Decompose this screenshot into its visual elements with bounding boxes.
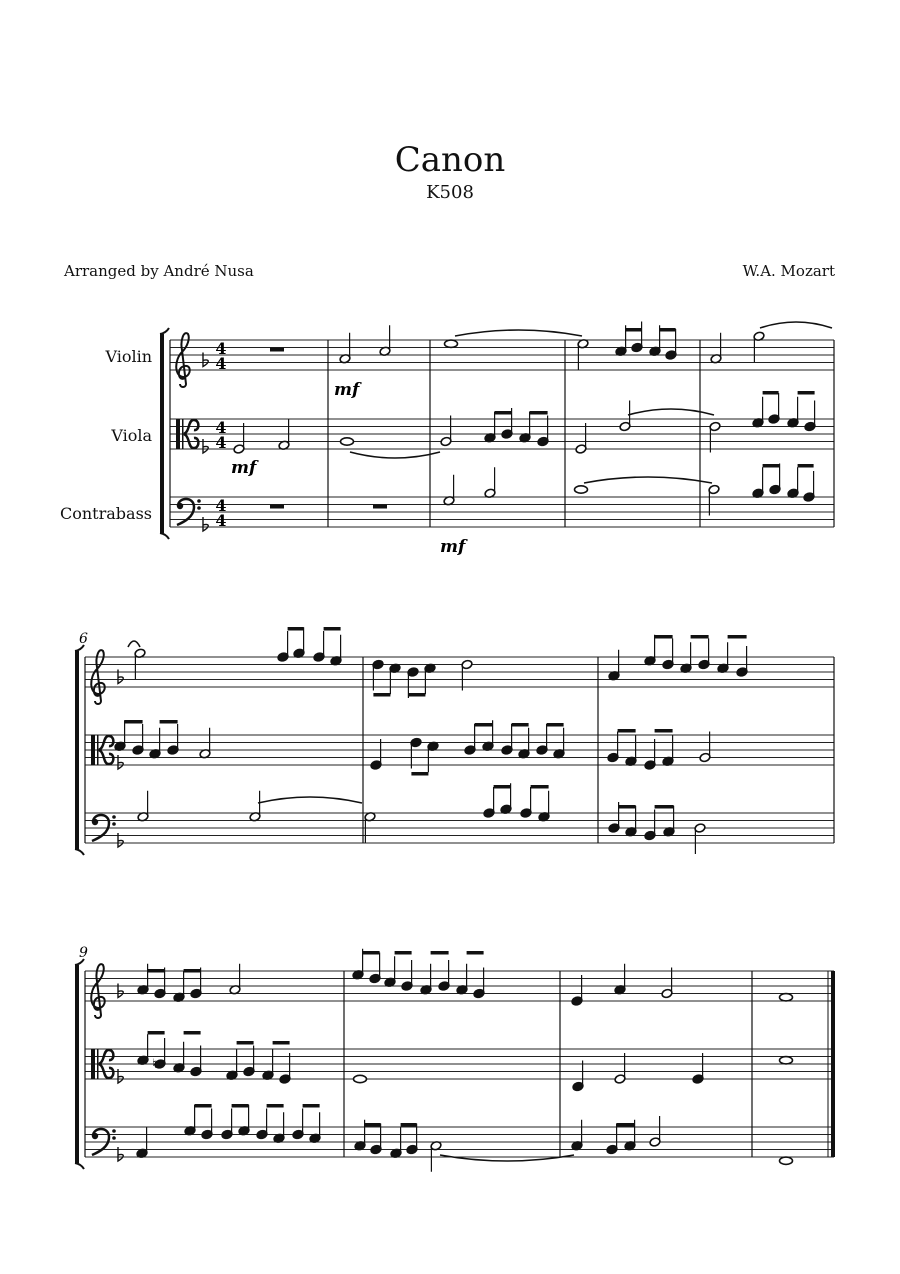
beam [373, 693, 390, 697]
beam [467, 951, 484, 955]
note [137, 964, 149, 995]
beam [411, 772, 428, 776]
note [379, 325, 391, 356]
beam [763, 464, 780, 468]
note [575, 423, 587, 454]
beam [160, 720, 178, 724]
note [662, 639, 674, 670]
system-bracket [75, 965, 79, 1163]
beam [401, 1123, 417, 1127]
note [341, 438, 354, 445]
composer-credit: W.A. Mozart [742, 262, 835, 280]
beam [431, 951, 449, 955]
time-signature-denominator: 4 [215, 354, 227, 373]
beam [288, 627, 304, 631]
note [369, 953, 381, 984]
note [430, 1141, 442, 1172]
note [226, 1049, 238, 1080]
note [330, 635, 342, 666]
note [201, 1109, 213, 1140]
beam [626, 328, 642, 332]
note [199, 728, 211, 759]
beam [232, 1104, 249, 1108]
note [804, 401, 816, 432]
tie-slur [350, 452, 440, 458]
note [708, 484, 720, 515]
note [309, 1112, 321, 1143]
note [736, 646, 748, 677]
note [644, 739, 656, 770]
note [536, 724, 548, 755]
note [292, 1109, 304, 1140]
note [238, 1105, 250, 1136]
note [461, 659, 473, 690]
beam [267, 1104, 284, 1108]
note [190, 1046, 202, 1077]
note [229, 964, 241, 995]
note [249, 791, 261, 822]
note [710, 333, 722, 364]
note [149, 728, 161, 759]
note [354, 1120, 366, 1151]
note [692, 1053, 704, 1084]
note [372, 659, 384, 690]
note [173, 971, 185, 1002]
note [538, 791, 550, 822]
beam [547, 723, 564, 727]
beam [494, 785, 511, 789]
piece-title: Canon [394, 140, 506, 180]
note [501, 724, 513, 755]
note [134, 648, 146, 679]
beam [655, 635, 673, 639]
note [649, 325, 661, 356]
note [256, 1109, 268, 1140]
whole-rest-icon [270, 348, 284, 352]
dynamic-marking: mf [440, 537, 466, 557]
note [221, 1109, 233, 1140]
natural-sign-icon: ♮ [152, 1057, 157, 1072]
note [553, 728, 565, 759]
note [619, 401, 631, 432]
note [752, 397, 764, 428]
beam [273, 1041, 290, 1045]
note [780, 1157, 793, 1164]
note [424, 663, 436, 694]
note [167, 724, 179, 755]
final-barline [831, 971, 835, 1157]
note [484, 412, 496, 443]
note [537, 416, 549, 447]
whole-rest-icon [270, 505, 284, 509]
note [401, 960, 413, 991]
note [753, 331, 765, 362]
note [631, 322, 643, 353]
note [615, 325, 627, 356]
note [445, 340, 458, 347]
note [313, 631, 325, 662]
note [279, 1053, 291, 1084]
beam [475, 723, 493, 727]
note [663, 806, 675, 837]
note [389, 663, 401, 694]
note [384, 956, 396, 987]
note [273, 1112, 285, 1143]
note [262, 1049, 274, 1080]
beam [798, 464, 814, 468]
note [406, 1124, 418, 1155]
note [607, 732, 619, 763]
beam [655, 729, 673, 733]
beam [365, 1123, 381, 1127]
beam [363, 951, 380, 955]
note [571, 1120, 583, 1151]
note [390, 1127, 402, 1158]
beam [237, 1041, 254, 1045]
tie-slur [455, 330, 582, 336]
note [440, 416, 452, 447]
tie-slur [128, 641, 140, 647]
note [787, 397, 799, 428]
tie-slur [760, 322, 832, 328]
note [233, 423, 245, 454]
note [137, 791, 149, 822]
beam [395, 951, 412, 955]
note [278, 419, 290, 450]
beam [324, 627, 341, 631]
note [173, 1042, 185, 1073]
note [661, 968, 673, 999]
note [352, 949, 364, 980]
system-1 [160, 328, 834, 539]
note [518, 728, 530, 759]
tie-slur [258, 797, 362, 803]
beam [660, 328, 676, 332]
note [625, 735, 637, 766]
time-signature-numerator: 4 [215, 418, 227, 437]
note [484, 467, 496, 498]
tie-slur [584, 477, 712, 483]
time-signature-denominator: 4 [215, 511, 227, 530]
note [339, 333, 351, 364]
beam [512, 723, 529, 727]
note [410, 737, 422, 768]
beam [617, 1123, 635, 1127]
instrument-label-contrabass: Contrabass [60, 504, 152, 523]
note [370, 1124, 382, 1155]
beam [184, 969, 201, 973]
measure-number: 6 [79, 631, 88, 647]
note [364, 812, 376, 843]
beam [195, 1104, 212, 1108]
treble-clef-icon [91, 964, 105, 1018]
note [520, 787, 532, 818]
note [456, 964, 468, 995]
note [644, 810, 656, 841]
instrument-label-viola: Viola [111, 426, 152, 445]
note [370, 739, 382, 770]
note [137, 1034, 149, 1065]
note [769, 464, 781, 495]
beam [184, 1031, 201, 1035]
note [571, 975, 583, 1006]
note [243, 1046, 255, 1077]
note [464, 724, 476, 755]
system-bracket [75, 651, 79, 849]
beam [763, 391, 779, 395]
note [680, 642, 692, 673]
arranger-credit: Arranged by André Nusa [64, 262, 254, 280]
time-signature-numerator: 4 [215, 496, 227, 515]
note [184, 1105, 196, 1136]
note [136, 1127, 148, 1158]
beam [655, 805, 674, 809]
measure-number: 9 [79, 945, 88, 961]
note [608, 650, 620, 681]
note [483, 787, 495, 818]
note [780, 994, 793, 1001]
dynamic-marking: mf [334, 380, 360, 400]
beam [303, 1104, 320, 1108]
note [572, 1061, 584, 1092]
beam [618, 729, 636, 733]
note [473, 968, 485, 999]
note [665, 329, 677, 360]
dynamic-marking: mf [231, 458, 257, 478]
beam [148, 969, 165, 973]
system-bracket [160, 334, 164, 533]
note [519, 412, 531, 443]
note [443, 475, 455, 506]
note [717, 642, 729, 673]
beam [495, 411, 512, 415]
note [577, 339, 589, 370]
note [694, 823, 706, 854]
note [803, 471, 815, 502]
whole-rest-icon [373, 505, 387, 509]
note [277, 631, 289, 662]
treble-clef-icon [176, 333, 190, 387]
note [699, 732, 711, 763]
note [768, 393, 780, 424]
note [709, 421, 721, 452]
time-signature-denominator: 4 [215, 433, 227, 452]
note [420, 964, 432, 995]
beam [125, 720, 143, 724]
beam [728, 635, 747, 639]
catalogue-number: K508 [426, 182, 474, 203]
note [780, 1057, 793, 1064]
note [132, 724, 144, 755]
beam [148, 1031, 165, 1035]
time-signature-numerator: 4 [215, 339, 227, 358]
system-2 [75, 631, 834, 855]
note [608, 802, 620, 833]
beam [798, 391, 815, 395]
note [293, 627, 305, 658]
note [649, 1116, 661, 1147]
note [625, 806, 637, 837]
note [787, 467, 799, 498]
beam [530, 411, 548, 415]
beam [691, 635, 709, 639]
note [752, 467, 764, 498]
note [614, 1053, 626, 1084]
tie-slur [628, 409, 714, 415]
beam [531, 785, 549, 789]
note [438, 960, 450, 991]
note [606, 1124, 618, 1155]
note [427, 741, 439, 772]
note [575, 486, 588, 493]
treble-clef-icon [91, 650, 105, 704]
beam [619, 805, 636, 809]
instrument-label-violin: Violin [105, 347, 152, 366]
note [662, 735, 674, 766]
note [614, 964, 626, 995]
note [698, 639, 710, 670]
note [644, 635, 656, 666]
note [114, 720, 126, 751]
tie-slur [440, 1155, 574, 1161]
beam [408, 693, 425, 697]
note [354, 1075, 367, 1082]
